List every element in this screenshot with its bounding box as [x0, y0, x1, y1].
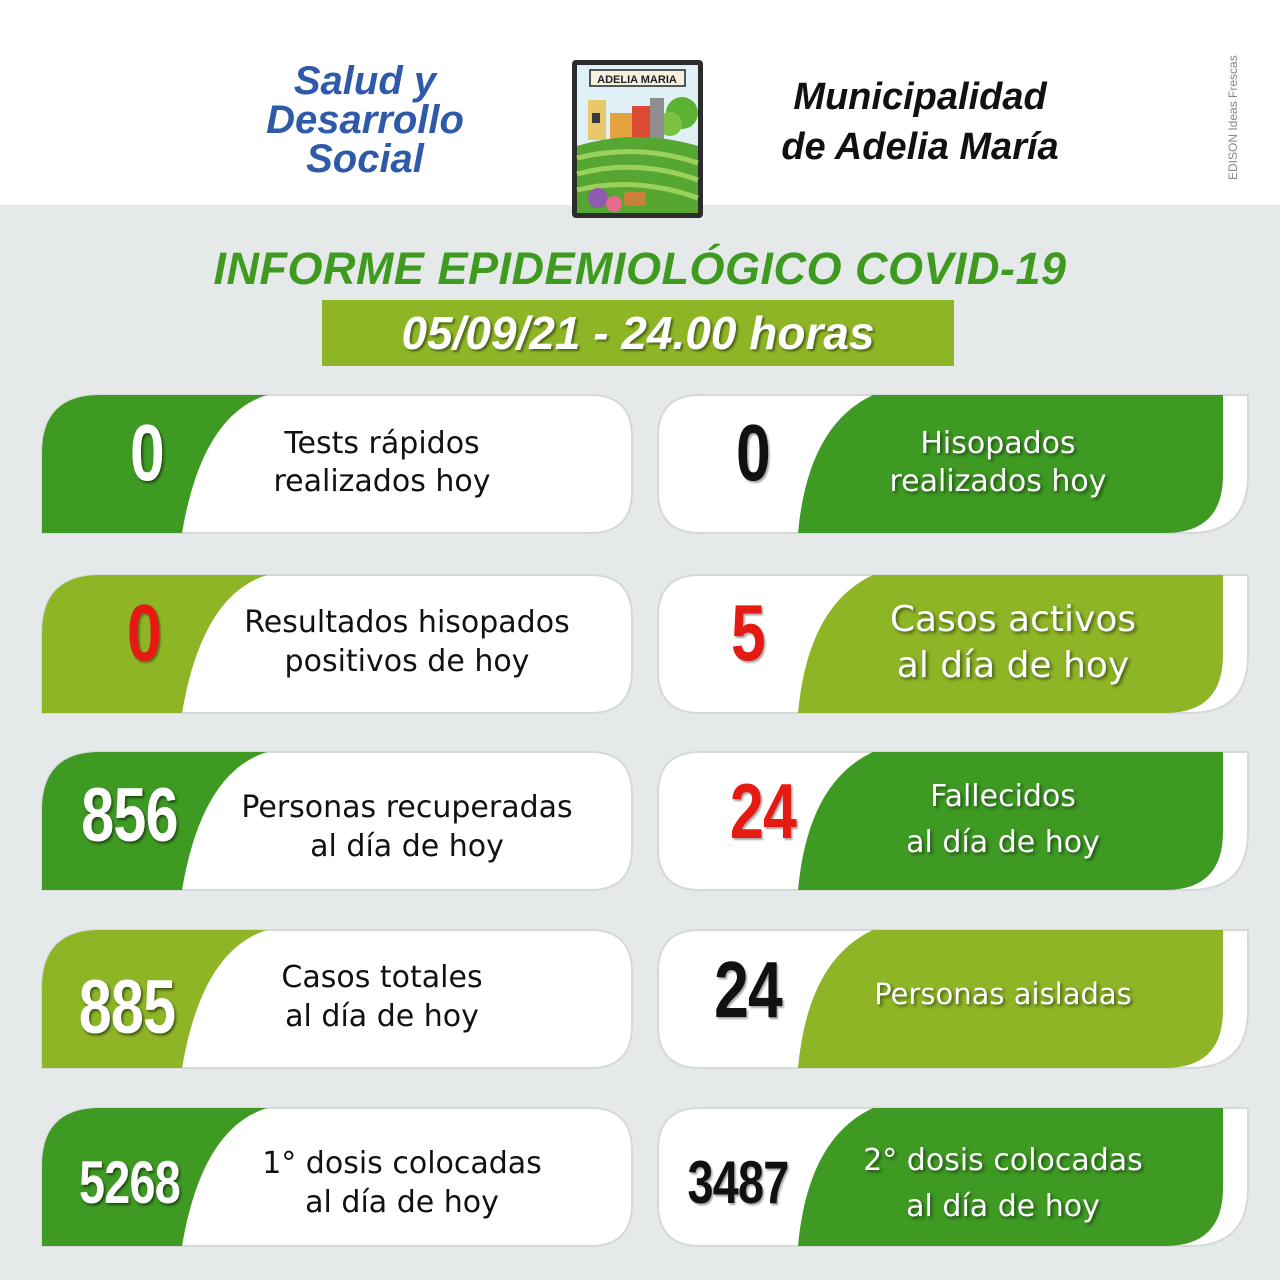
- stat-card-personas-recuperadas: [42, 752, 632, 890]
- stat-label-line1: Hisopados: [920, 426, 1076, 461]
- stat-value: 856: [81, 773, 178, 858]
- stat-card-tests-rapidos: [42, 395, 632, 533]
- stat-card-casos-activos: [658, 575, 1248, 713]
- stat-value: 0: [127, 588, 161, 677]
- stat-label: [828, 974, 1178, 1014]
- stat-label: [202, 958, 562, 1036]
- salud-line3: Social: [306, 137, 424, 181]
- stat-label-line1: 2° dosis colocadas: [863, 1143, 1143, 1178]
- stat-label-line1: Casos totales: [281, 960, 483, 995]
- stat-label: [222, 1144, 582, 1222]
- muni-line2: de Adelia María: [781, 126, 1059, 168]
- stat-label-line2: al día de hoy: [310, 829, 504, 864]
- stat-value: 5268: [78, 1149, 180, 1216]
- stat-card-primera-dosis: [42, 1108, 632, 1246]
- header: [0, 0, 1280, 205]
- stat-label: [828, 1138, 1178, 1230]
- stat-value: 5: [731, 588, 765, 677]
- adelia-maria-crest-logo: [570, 58, 705, 223]
- stat-label-line1: Tests rápidos: [284, 426, 480, 461]
- stat-label-line2: realizados hoy: [889, 464, 1107, 499]
- stat-label-line2: al día de hoy: [906, 825, 1100, 860]
- stat-label-line1: Personas aisladas: [874, 977, 1132, 1011]
- report-date-banner: [322, 300, 954, 366]
- stat-card-casos-totales: [42, 930, 632, 1068]
- stat-label-line2: al día de hoy: [896, 645, 1130, 686]
- stat-label-line1: Personas recuperadas: [241, 790, 573, 825]
- muni-line1: Municipalidad: [793, 76, 1047, 118]
- salud-line2: Desarrollo: [266, 98, 464, 142]
- stat-card-fallecidos: [658, 752, 1248, 890]
- stat-card-personas-aisladas: [658, 930, 1248, 1068]
- crest-text: ADELIA MARIA: [597, 74, 677, 86]
- report-date: 05/09/21 - 24.00 horas: [401, 307, 875, 359]
- stat-card-hisopados: [658, 395, 1248, 533]
- stat-label: [818, 425, 1178, 501]
- stat-value: 0: [736, 408, 770, 497]
- stat-value: 0: [130, 408, 164, 497]
- stat-label-line2: realizados hoy: [273, 464, 491, 499]
- municipalidad-title: [740, 72, 1100, 172]
- stat-card-resultados-positivos: [42, 575, 632, 713]
- report-title: INFORME EPIDEMIOLÓGICO COVID-19: [213, 243, 1067, 294]
- stat-card-segunda-dosis: [658, 1108, 1248, 1246]
- stat-label-line2: al día de hoy: [906, 1189, 1100, 1224]
- stat-label-line1: Casos activos: [889, 599, 1137, 640]
- stat-value: 24: [714, 945, 782, 1034]
- stat-label-line1: Resultados hisopados: [244, 605, 570, 640]
- salud-line1: Salud y: [293, 59, 437, 103]
- stat-label-line2: al día de hoy: [285, 999, 479, 1034]
- stat-label: [818, 597, 1208, 689]
- stat-value: 885: [78, 965, 176, 1050]
- designer-credit: EDISON Ideas Frescas: [1226, 55, 1240, 180]
- stat-label-line1: Fallecidos: [930, 779, 1076, 814]
- stat-label-line2: al día de hoy: [305, 1185, 499, 1220]
- stat-label: [202, 788, 612, 866]
- salud-desarrollo-social-logo: [240, 59, 490, 181]
- stat-label: [202, 603, 612, 681]
- stat-value: 3487: [687, 1149, 789, 1216]
- stat-label-line2: positivos de hoy: [284, 644, 530, 679]
- stat-label: [202, 425, 562, 501]
- stat-label-line1: 1° dosis colocadas: [262, 1146, 542, 1181]
- stat-value: 24: [729, 767, 797, 855]
- stat-label: [828, 774, 1178, 866]
